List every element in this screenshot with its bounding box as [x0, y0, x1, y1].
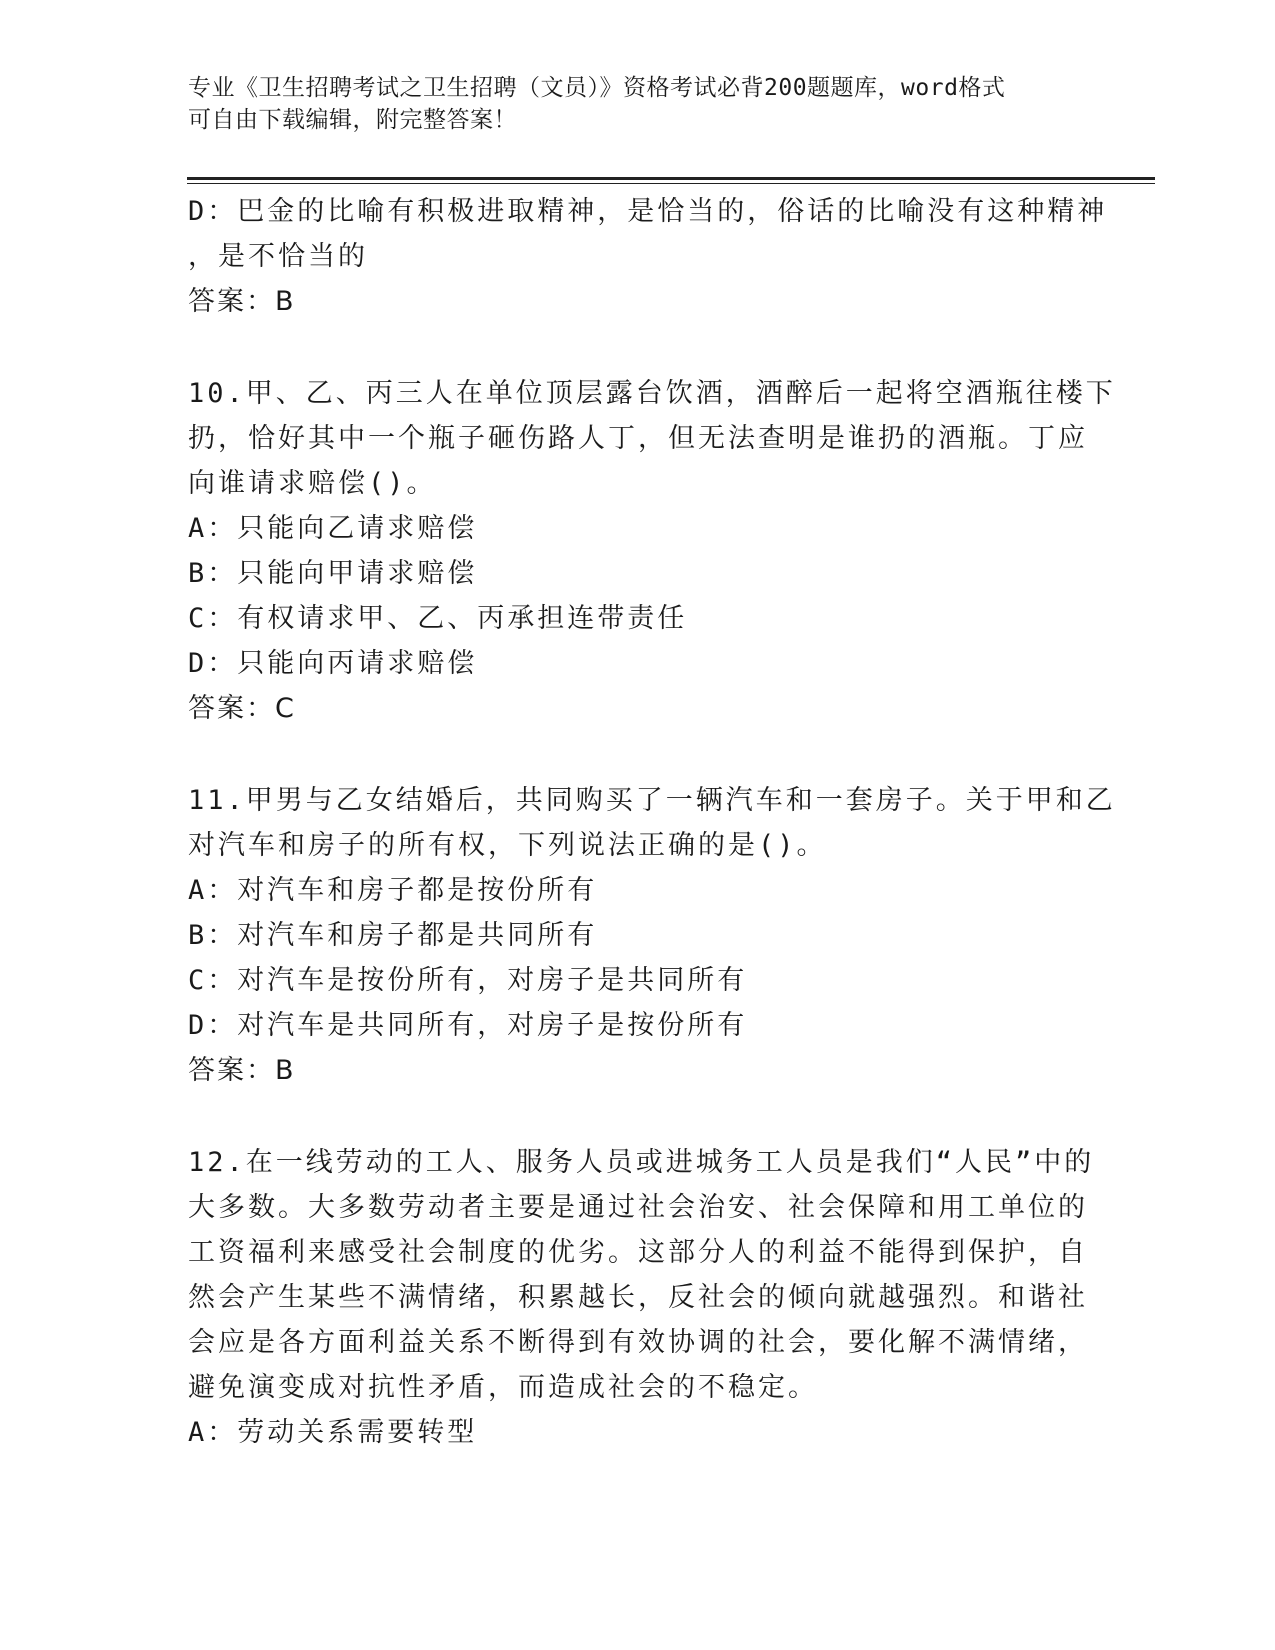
q10-option-b: B：只能向甲请求赔偿 — [188, 558, 478, 589]
q10-answer: 答案：C — [188, 693, 296, 724]
question-11 — [188, 778, 1116, 1093]
q11-option-c: C：对汽车是按份所有，对房子是共同所有 — [188, 965, 748, 996]
q11-option-d: D：对汽车是共同所有，对房子是按份所有 — [188, 1010, 748, 1041]
header-rule-thick — [187, 177, 1155, 180]
q11-answer: 答案：B — [188, 1055, 296, 1086]
q9-option-d-line-1: D：巴金的比喻有积极进取精神，是恰当的，俗话的比喻没有这种精神 — [188, 196, 1108, 227]
q12-stem-line: 工资福利来感受社会制度的优劣。这部分人的利益不能得到保护，自 — [188, 1237, 1088, 1268]
question-10 — [188, 371, 1116, 731]
q9-option-d-line-2: ，是不恰当的 — [188, 241, 368, 272]
q11-stem-line: 11.甲男与乙女结婚后，共同购买了一辆汽车和一套房子。关于甲和乙 — [188, 785, 1116, 816]
q12-stem-line: 会应是各方面利益关系不断得到有效协调的社会，要化解不满情绪， — [188, 1327, 1088, 1358]
q11-option-a: A：对汽车和房子都是按份所有 — [188, 875, 598, 906]
q12-stem-line: 避免演变成对抗性矛盾，而造成社会的不稳定。 — [188, 1372, 818, 1403]
q10-stem-line: 10.甲、乙、丙三人在单位顶层露台饮酒，酒醉后一起将空酒瓶往楼下 — [188, 378, 1116, 409]
document-header — [188, 72, 1068, 136]
header-line-1: 专业《卫生招聘考试之卫生招聘（文员）》资格考试必背200题题库，word格式 — [188, 75, 1006, 101]
header-rule-thin — [187, 183, 1155, 184]
q9-answer: 答案：B — [188, 286, 296, 317]
q12-stem-line: 大多数。大多数劳动者主要是通过社会治安、社会保障和用工单位的 — [188, 1192, 1088, 1223]
header-line-2: 可自由下载编辑，附完整答案！ — [188, 107, 517, 133]
q10-stem-line: 向谁请求赔偿()。 — [188, 468, 437, 499]
q10-option-a: A：只能向乙请求赔偿 — [188, 513, 478, 544]
document-body — [188, 189, 1116, 1455]
q10-option-d: D：只能向丙请求赔偿 — [188, 648, 478, 679]
spacer — [188, 1093, 1083, 1140]
spacer — [188, 731, 1083, 778]
q10-stem-line: 扔，恰好其中一个瓶子砸伤路人丁，但无法查明是谁扔的酒瓶。丁应 — [188, 423, 1088, 454]
question-9-tail — [188, 189, 1108, 324]
q11-option-b: B：对汽车和房子都是共同所有 — [188, 920, 598, 951]
q10-option-c: C：有权请求甲、乙、丙承担连带责任 — [188, 603, 688, 634]
q12-option-a: A：劳动关系需要转型 — [188, 1417, 478, 1448]
question-12 — [188, 1140, 1095, 1455]
q12-stem-line: 12.在一线劳动的工人、服务人员或进城务工人员是我们“人民”中的 — [188, 1147, 1095, 1178]
q12-stem-line: 然会产生某些不满情绪，积累越长，反社会的倾向就越强烈。和谐社 — [188, 1282, 1088, 1313]
q11-stem-line: 对汽车和房子的所有权，下列说法正确的是()。 — [188, 830, 827, 861]
spacer — [188, 324, 1083, 371]
